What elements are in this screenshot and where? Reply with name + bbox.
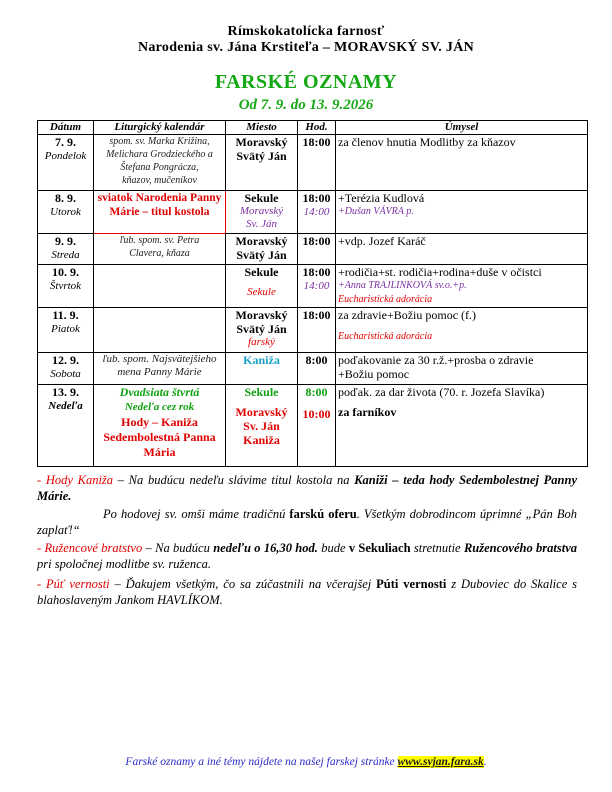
place: Kaniža — [243, 433, 280, 447]
intention: poďakovanie za 30 r.ž.+prosba o zdravie — [338, 353, 534, 367]
time: 14:00 — [303, 206, 330, 218]
note-ruzenec — [37, 540, 577, 572]
note-heading: - Hody Kaniža — [37, 473, 114, 487]
weekday: Utorok — [50, 206, 81, 218]
note-text: farskú oferu — [289, 507, 357, 521]
table-row — [38, 135, 588, 191]
time: 10:00 — [302, 407, 331, 421]
time: 8:00 — [305, 353, 328, 367]
place: Moravský — [235, 234, 288, 248]
date: 11. 9. — [52, 308, 79, 322]
table-header-row — [38, 121, 588, 135]
intention: za zdravie+Božiu pomoc (f.) — [338, 308, 477, 322]
intention-cell — [336, 353, 588, 385]
date: 13. 9. — [52, 385, 79, 399]
place: Sekule — [244, 385, 279, 399]
time: 8:00 — [305, 385, 328, 399]
table-row — [38, 191, 588, 234]
intention: +vdp. Jozef Karáč — [338, 234, 426, 248]
liturgy-line: mena Panny Márie — [117, 366, 202, 378]
liturgy-line: Melichara Grodzieckého a — [106, 149, 213, 160]
page-title: FARSKÉ OZNAMY — [214, 71, 398, 93]
col-header-place: Miesto — [226, 121, 298, 135]
intention-cell — [336, 135, 588, 191]
place: Moravský — [235, 308, 288, 322]
date: 7. 9. — [55, 135, 76, 149]
liturgy-line: Hody – Kaniža — [121, 415, 198, 429]
note-text: – Na budúcu nedeľu slávime titul kostola na — [113, 473, 355, 487]
adoration-note: Eucharistická adorácia — [338, 294, 433, 305]
place: farský — [248, 336, 275, 348]
note-text: Kaniži — [354, 473, 388, 487]
place-cell — [226, 385, 298, 467]
place: Sekule — [244, 191, 279, 205]
liturgy-line: spom. sv. Marka Križina, — [109, 136, 210, 147]
col-header-date: Dátum — [38, 121, 94, 135]
note-text: v Sekuliach — [348, 541, 411, 555]
note-text: Púti vernosti — [376, 577, 447, 591]
place: Sekule — [247, 286, 276, 298]
time-cell — [298, 308, 336, 353]
note-text: . Všetkým dobrodincom úprimné „Pán Boh zaplať!“ — [37, 507, 577, 537]
intention-cell — [336, 265, 588, 308]
note-heading: - Ružencové bratstvo — [37, 541, 143, 555]
note-text: z Duboviec do Skalice s blahoslaveným Jankom HAVLÍKOM. — [37, 577, 578, 607]
footer — [0, 756, 612, 768]
liturgy-line: Dvadsiata štvrtá — [119, 385, 200, 399]
table-row — [38, 308, 588, 353]
place: Moravský — [239, 205, 284, 217]
place-cell — [226, 353, 298, 385]
parish-name: Rímskokatolícka farnosť — [227, 24, 385, 39]
note-text: – teda hody Sedembolestnej Panny Márie. — [37, 473, 577, 503]
time: 18:00 — [302, 265, 331, 279]
date-range: Od 7. 9. do 13. 9.2026 — [238, 97, 374, 113]
time: 18:00 — [302, 135, 331, 149]
table-row — [38, 353, 588, 385]
time: 18:00 — [302, 191, 331, 205]
date: 10. 9. — [52, 265, 79, 279]
liturgy-line: kňazov, mučeníkov — [122, 175, 197, 186]
place: Svätý Ján — [236, 149, 287, 163]
liturgy-line: ľub. spom. sv. Petra — [119, 235, 200, 246]
place: Sekule — [244, 265, 279, 279]
note-text: stretnutie — [410, 541, 464, 555]
place: Kaniža — [243, 353, 280, 367]
place: Moravský — [235, 405, 288, 419]
intention: +rodičia+st. rodičia+rodina+duše v očistci — [338, 265, 542, 279]
time: 14:00 — [303, 280, 330, 292]
weekday: Štvrtok — [49, 280, 82, 292]
date-cell — [38, 308, 94, 353]
note-hody — [37, 472, 577, 504]
place-cell — [226, 308, 298, 353]
intention: +Terézia Kudlová — [338, 191, 425, 205]
liturgy-cell — [94, 191, 226, 234]
liturgy-cell — [94, 135, 226, 191]
liturgy-cell — [94, 385, 226, 467]
weekday: Piatok — [51, 323, 80, 335]
intention: za členov hnutia Modlitby za kňazov — [338, 135, 516, 149]
time-cell — [298, 265, 336, 308]
date: 12. 9. — [52, 353, 79, 367]
liturgy-line: Márie – titul kostola — [109, 206, 210, 218]
col-header-time: Hod. — [298, 121, 336, 135]
date-cell — [38, 385, 94, 467]
weekday: Sobota — [50, 368, 81, 380]
liturgy-line: Štefana Pongrácza, — [120, 162, 199, 173]
liturgy-cell — [94, 353, 226, 385]
intention-cell — [336, 234, 588, 265]
note-ofera — [37, 506, 577, 538]
date: 8. 9. — [55, 191, 76, 205]
place-cell — [226, 191, 298, 234]
date-cell — [38, 234, 94, 265]
liturgy-line: Clavera, kňaza — [129, 248, 190, 259]
note-text: – Na budúcu — [142, 541, 214, 555]
date-cell — [38, 265, 94, 308]
place: Sv. Ján — [246, 218, 277, 230]
adoration-note: Eucharistická adorácia — [338, 331, 433, 342]
note-put — [37, 576, 577, 608]
table-row — [38, 234, 588, 265]
time-cell — [298, 191, 336, 234]
liturgy-line: Sedembolestná Panna — [103, 430, 216, 444]
date-cell — [38, 135, 94, 191]
intention-cell — [336, 191, 588, 234]
note-text: Ružencového bratstva — [463, 541, 577, 555]
table-row — [38, 385, 588, 467]
intention: +Božiu pomoc — [338, 367, 410, 381]
liturgy-cell — [94, 308, 226, 353]
intention-cell — [336, 385, 588, 467]
intention: poďak. za dar života (70. r. Jozefa Slavíka) — [338, 385, 545, 399]
liturgy-line: Mária — [143, 445, 176, 459]
place-cell — [226, 265, 298, 308]
footer-text: Farské oznamy a iné témy nájdete na našej farskej stránke — [125, 756, 398, 768]
liturgy-line: ľub. spom. Najsvätejšieho — [102, 353, 217, 365]
parish-full-name: Narodenia sv. Jána Krstiteľa – MORAVSKÝ SV. JÁN — [137, 40, 475, 55]
website-link[interactable]: www.svjan.fara.sk — [397, 756, 484, 768]
col-header-intention: Úmysel — [336, 121, 588, 135]
note-text: Po hodovej sv. omši máme tradičnú — [103, 507, 290, 521]
footer-end: . — [483, 756, 487, 768]
place: Svätý Ján — [236, 322, 287, 336]
note-text: – Ďakujem všetkým, čo sa zúčastnili na včerajšej — [109, 577, 377, 591]
col-header-liturgy: Liturgický kalendár — [94, 121, 226, 135]
intention: za farníkov — [338, 405, 397, 419]
time-cell — [298, 234, 336, 265]
place: Sv. Ján — [243, 419, 280, 433]
liturgy-line: sviatok Narodenia Panny — [97, 192, 222, 204]
note-text: nedeľu o 16,30 hod. — [213, 541, 318, 555]
schedule-table — [37, 120, 588, 467]
table-row — [38, 265, 588, 308]
liturgy-line: Nedeľa cez rok — [124, 401, 195, 413]
note-text: bude — [317, 541, 349, 555]
intention-cell — [336, 308, 588, 353]
time-cell — [298, 353, 336, 385]
liturgy-cell — [94, 234, 226, 265]
intention: +Anna TRAJLINKOVÁ sv.o.+p. — [338, 280, 467, 291]
note-text: pri spoločnej modlitbe sv. ruženca. — [37, 557, 212, 571]
note-heading: - Púť vernosti — [37, 577, 110, 591]
liturgy-cell — [94, 265, 226, 308]
time: 18:00 — [302, 308, 331, 322]
date: 9. 9. — [55, 234, 76, 248]
weekday: Nedeľa — [48, 400, 83, 412]
time: 18:00 — [302, 234, 331, 248]
place-cell — [226, 135, 298, 191]
date-cell — [38, 191, 94, 234]
place: Moravský — [235, 135, 288, 149]
place: Svätý Ján — [236, 248, 287, 262]
date-cell — [38, 353, 94, 385]
intention: +Dušan VÁVRA p. — [338, 206, 414, 217]
weekday: Streda — [51, 249, 80, 261]
weekday: Pondelok — [44, 150, 87, 162]
time-cell — [298, 385, 336, 467]
place-cell — [226, 234, 298, 265]
time-cell — [298, 135, 336, 191]
